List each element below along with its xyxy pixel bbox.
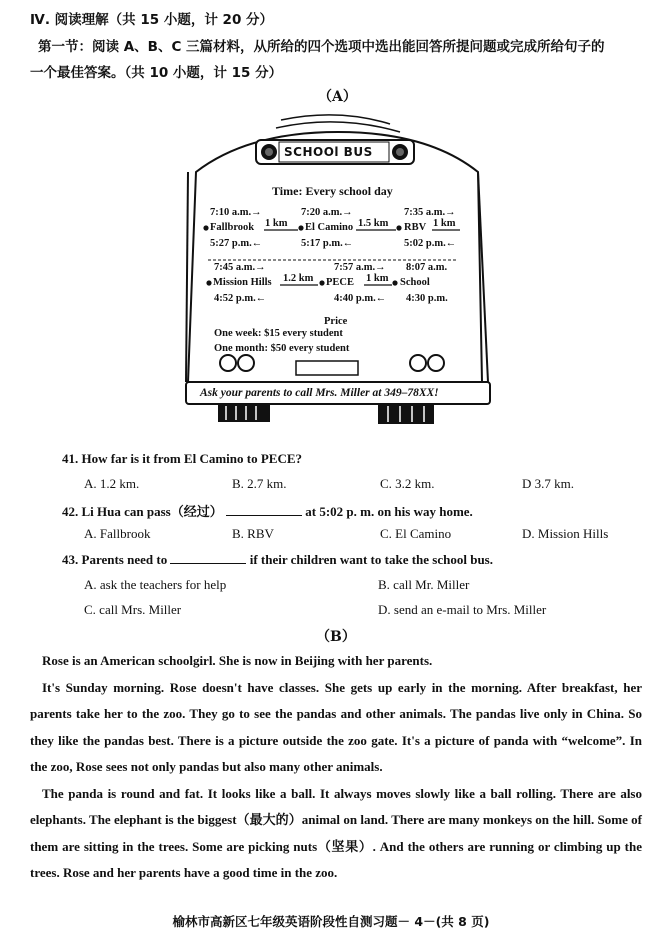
question-43-stem — [62, 552, 493, 568]
row2-afternoon-1: 4:52 p.m.← — [214, 293, 267, 304]
q41-option-d: D 3.7 km. — [522, 476, 574, 491]
row2-stop-3: School — [400, 277, 430, 288]
question-42-stem — [62, 501, 473, 520]
q41-option-c: C. 3.2 km. — [380, 476, 435, 491]
price-title: Price — [324, 316, 348, 327]
row2-afternoon-3: 4:30 p.m. — [406, 293, 448, 304]
stop-dot — [319, 280, 324, 285]
instructions-line2: 一个最佳答案。（共 10 小题，计 15 分） — [30, 65, 283, 81]
instructions-line1: 第一节：阅读 A、B、C 三篇材料，从所给的四个选项中选出能回答所提问题或完成所给句子的 — [38, 39, 605, 55]
price-month: One month: $50 every student — [214, 343, 350, 354]
row1-stop-2: El Camino — [305, 222, 354, 233]
row2-distance-1: 1.2 km — [283, 273, 314, 284]
row2-morning-3: 8:07 a.m. — [406, 262, 448, 273]
row1-afternoon-1: 5:27 p.m.← — [210, 238, 263, 249]
row1-distance-2: 1.5 km — [358, 218, 389, 229]
q43-stem-after: if their children want to take the school bus. — [249, 552, 493, 567]
row1-stop-1: Fallbrook — [210, 222, 255, 233]
stop-dot — [396, 225, 401, 230]
row2-morning-1: 7:45 a.m.→ — [214, 262, 266, 273]
row2-distance-2: 1 km — [366, 273, 389, 284]
passage-b-paragraph-1: Rose is an American schoolgirl. She is now in Beijing with her parents. — [42, 653, 433, 668]
row1-distance-1: 1 km — [265, 218, 288, 229]
row1-afternoon-3: 5:02 p.m.← — [404, 238, 457, 249]
bus-time-line: Time: Every school day — [272, 184, 393, 198]
bus-sign: SCHOOl BUS — [284, 145, 373, 159]
stop-dot — [298, 225, 303, 230]
instructions — [30, 34, 638, 86]
row2-stop-2: PECE — [326, 277, 355, 288]
part-a-label: （A） — [318, 89, 357, 105]
q41-option-b: B. 2.7 km. — [232, 476, 287, 491]
passage-b-paragraph-3: The panda is round and fat. It looks like a ball. It always moves slowly like a ball rolling. There are also elephants. The elephant is the biggest（最大的）animal on land. There are many monkeys on the hill. Some of them are sitting in the trees. Some are picking nuts（坚果）. And the others are running or climbing up the trees. Rose and her parents have a good time in the zoo. — [30, 785, 642, 880]
row2-morning-2: 7:57 a.m.→ — [334, 262, 386, 273]
q42-option-c: C. El Camino — [380, 526, 452, 541]
passage-b — [30, 648, 642, 887]
price-week: One week: $15 every student — [214, 328, 343, 339]
question-41-stem: 41. How far is it from El Camino to PECE? — [62, 451, 303, 466]
q42-stem-before: 42. Li Hua can pass（经过） — [62, 504, 223, 519]
q41-option-a: A. 1.2 km. — [84, 476, 140, 491]
row1-morning-1: 7:10 a.m.→ — [210, 207, 262, 218]
row2-stop-1: Mission Hills — [213, 277, 272, 288]
row1-distance-3: 1 km — [433, 218, 456, 229]
q43-option-c: C. call Mrs. Miller — [84, 602, 182, 617]
row1-morning-2: 7:20 a.m.→ — [301, 207, 353, 218]
part-b-label: （B） — [316, 629, 356, 645]
section-header: Ⅳ. 阅读理解（共 15 小题，计 20 分） — [30, 12, 274, 28]
passage-b-paragraph-2: It's Sunday morning. Rose doesn't have classes. She gets up early in the morning. After breakfast, her parents take her to the zoo. They go to see the pandas and other animals. The pandas live only in China. So they like the pandas best. There is a picture outside the zoo gate. It's a picture of panda with “welcome”. In the zoo, Rose sees not only pandas but also many other animals. — [30, 679, 642, 774]
stop-dot — [392, 280, 397, 285]
q43-option-a: A. ask the teachers for help — [84, 577, 227, 592]
row1-morning-3: 7:35 a.m.→ — [404, 207, 456, 218]
stop-dot — [206, 280, 211, 285]
bus-bumper-text: Ask your parents to call Mrs. Miller at 349–78XX! — [200, 387, 439, 399]
q42-stem-after: at 5:02 p. m. on his way home. — [305, 504, 473, 519]
q42-option-a: A. Fallbrook — [84, 526, 151, 541]
row1-stop-3: RBV — [404, 222, 427, 233]
q43-blank — [170, 552, 246, 564]
q42-option-b: B. RBV — [232, 526, 274, 541]
q42-option-d: D. Mission Hills — [522, 526, 609, 541]
stop-dot — [203, 225, 208, 230]
page-footer: 榆林市高新区七年级英语阶段性自测习题－ 4－(共 8 页) — [172, 914, 490, 929]
q43-option-b: B. call Mr. Miller — [378, 577, 470, 592]
q43-stem-before: 43. Parents need to — [62, 552, 168, 567]
q43-option-d: D. send an e-mail to Mrs. Miller — [378, 602, 547, 617]
row1-afternoon-2: 5:17 p.m.← — [301, 238, 354, 249]
q42-blank — [226, 504, 302, 516]
row2-afternoon-2: 4:40 p.m.← — [334, 293, 387, 304]
